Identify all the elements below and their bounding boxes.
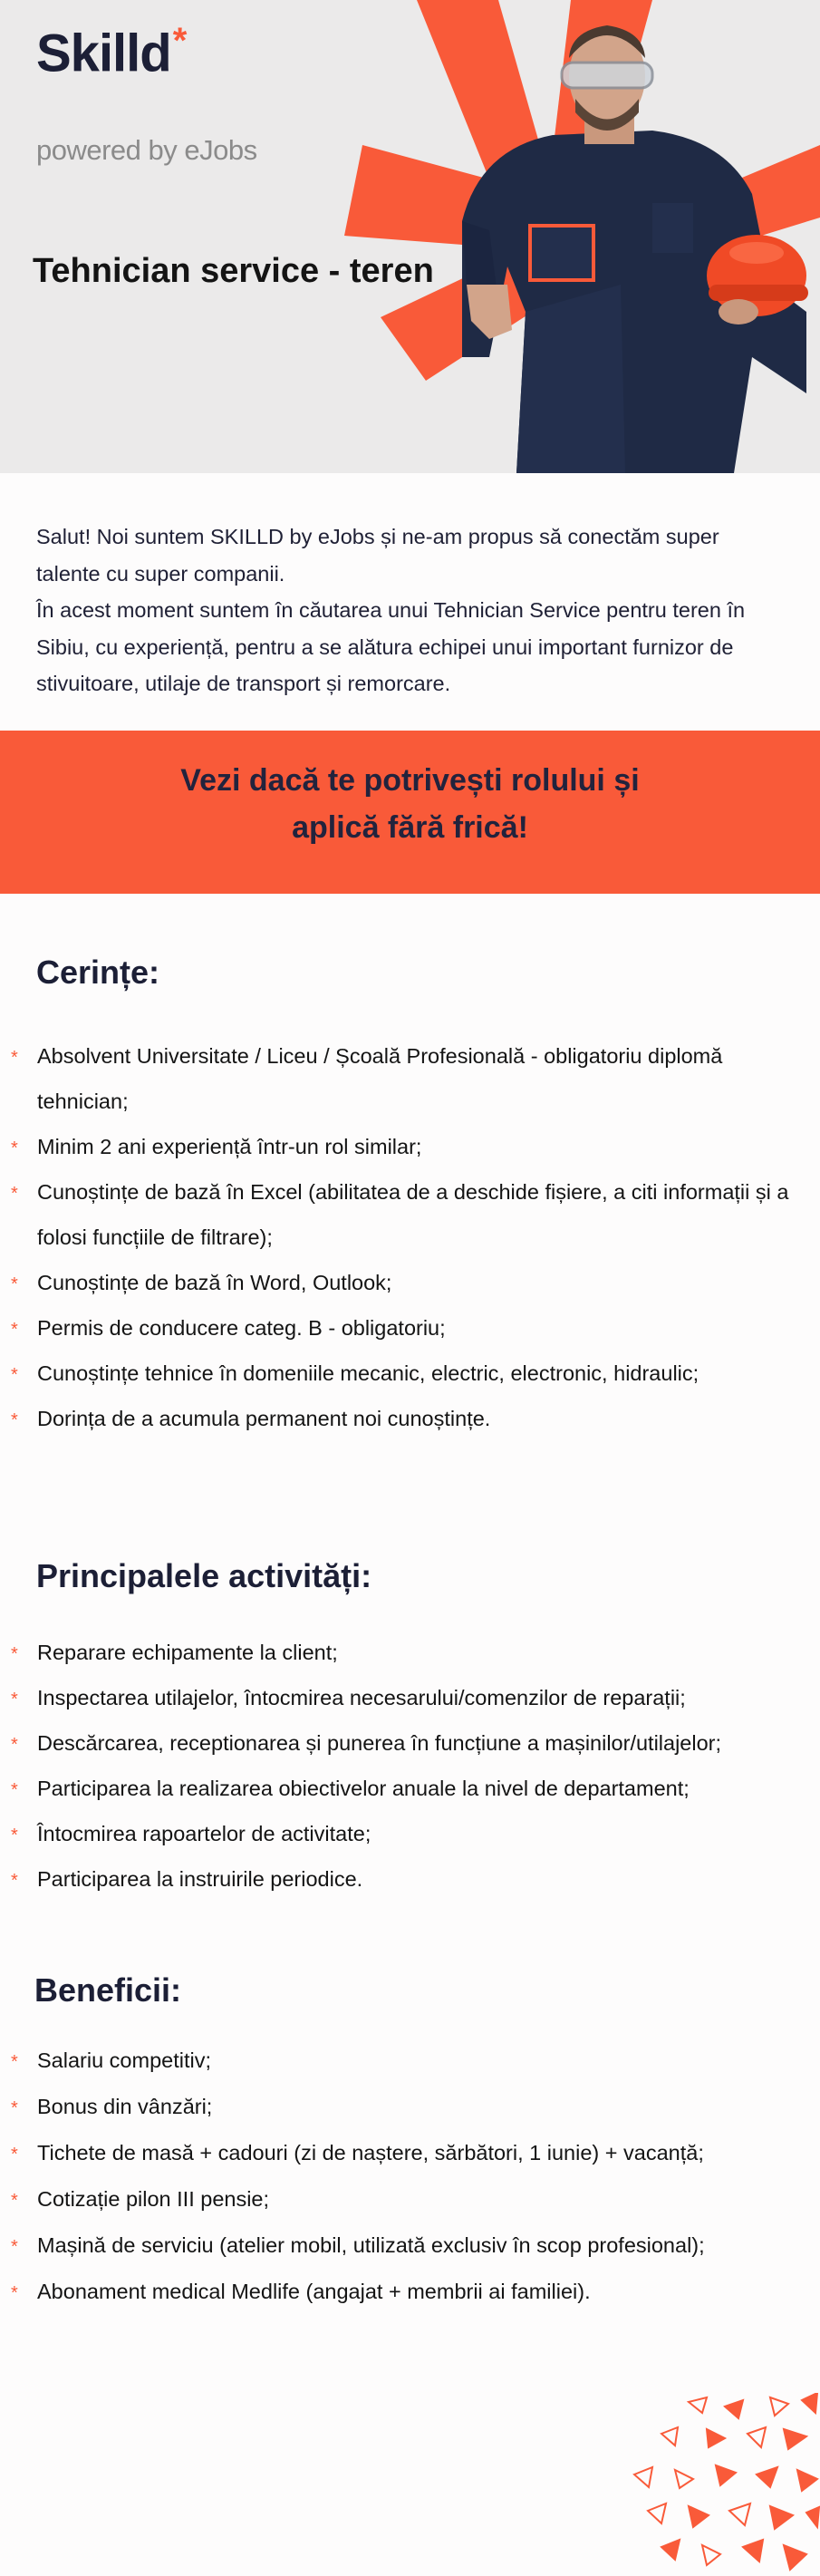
logo-asterisk-icon: * [172, 21, 187, 61]
benefits-title: Beneficii: [34, 1971, 182, 2009]
asterisk-icon: * [11, 1410, 18, 1430]
list-item: * Cotizație pilon III pensie; [11, 2187, 270, 2211]
intro-text [36, 518, 788, 702]
cta-line-1: Vezi dacă te potrivești rolului și [180, 763, 640, 798]
asterisk-icon: * [11, 1184, 18, 1204]
list-item: * Cunoștințe de bază în Word, Outlook; [11, 1271, 392, 1294]
list-item: * Participarea la instruirile periodice. [11, 1867, 363, 1891]
asterisk-icon: * [11, 2191, 18, 2211]
hero-banner [0, 0, 820, 473]
powered-by-label: powered by eJobs [36, 134, 257, 166]
list-item: * Abonament medical Medlife (angajat + membrii ai familiei). [11, 2280, 591, 2303]
asterisk-icon: * [11, 2237, 18, 2257]
activities-title: Principalele activități: [36, 1557, 372, 1594]
intro-paragraph-1: Salut! Noi suntem SKILLD by eJobs și ne-am propus să conectăm super talente cu super companii. [36, 525, 719, 586]
logo-text: Skilld [36, 24, 171, 83]
list-item: * Tichete de masă + cadouri (zi de naștere, sărbători, 1 iunie) + vacanță; [11, 2141, 704, 2164]
list-item: * Întocmirea rapoartelor de activitate; [11, 1822, 371, 1845]
activities-list [0, 1630, 820, 1902]
list-item: * Minim 2 ani experiență într-un rol similar; [11, 1135, 422, 1158]
list-item: * Absolvent Universitate / Liceu / Școală Profesională - obligatoriu diplomă tehnician; [11, 1044, 723, 1113]
triangle-pattern-icon [625, 2393, 820, 2576]
requirements-list [0, 1033, 820, 1441]
list-item: * Permis de conducere categ. B - obligatoriu; [11, 1316, 446, 1340]
list-item: * Participarea la realizarea obiectivelor anuale la nivel de departament; [11, 1777, 690, 1800]
asterisk-icon: * [11, 1138, 18, 1158]
asterisk-icon: * [11, 2052, 18, 2072]
cta-banner[interactable] [0, 731, 820, 894]
asterisk-icon: * [11, 1871, 18, 1891]
asterisk-icon: * [11, 1274, 18, 1294]
asterisk-icon: * [11, 1365, 18, 1385]
requirements-title: Cerințe: [36, 954, 160, 991]
asterisk-icon: * [11, 1644, 18, 1664]
asterisk-icon: * [11, 2098, 18, 2118]
asterisk-icon: * [11, 1735, 18, 1755]
list-item: * Bonus din vânzări; [11, 2095, 213, 2118]
technician-photo [426, 13, 820, 473]
list-item: * Inspectarea utilajelor, întocmirea necesarului/comenzilor de reparații; [11, 1686, 686, 1709]
asterisk-icon: * [11, 1690, 18, 1709]
asterisk-icon: * [11, 1048, 18, 1068]
list-item: * Reparare echipamente la client; [11, 1641, 338, 1664]
list-item: * Descărcarea, receptionarea și punerea în funcțiune a mașinilor/utilajelor; [11, 1731, 722, 1755]
list-item: * Cunoștințe de bază în Excel (abilitatea de a deschide fișiere, a citi informații și a folosi funcțiile de filtrare); [11, 1180, 789, 1249]
list-item: * Dorința de a acumula permanent noi cunoștințe. [11, 1407, 491, 1430]
asterisk-icon: * [11, 1825, 18, 1845]
job-title: Tehnician service - teren [33, 252, 434, 290]
list-item: * Mașină de serviciu (atelier mobil, utilizată exclusiv în scop profesional); [11, 2233, 705, 2257]
skilld-logo[interactable] [36, 9, 186, 85]
asterisk-icon: * [11, 2283, 18, 2303]
cta-line-2: aplică fără frică! [292, 810, 528, 845]
asterisk-icon: * [11, 2145, 18, 2164]
intro-paragraph-2: În acest moment suntem în căutarea unui Tehnician Service pentru teren în Sibiu, cu experiență, pentru a se alătura echipei unui important furnizor de stivuitoare, utilaje de transport și remorcare. [36, 598, 746, 695]
asterisk-icon: * [11, 1320, 18, 1340]
list-item: * Salariu competitiv; [11, 2048, 211, 2072]
asterisk-icon: * [11, 1780, 18, 1800]
list-item: * Cunoștințe tehnice în domeniile mecanic, electric, electronic, hidraulic; [11, 1361, 699, 1385]
benefits-list [0, 2038, 820, 2315]
